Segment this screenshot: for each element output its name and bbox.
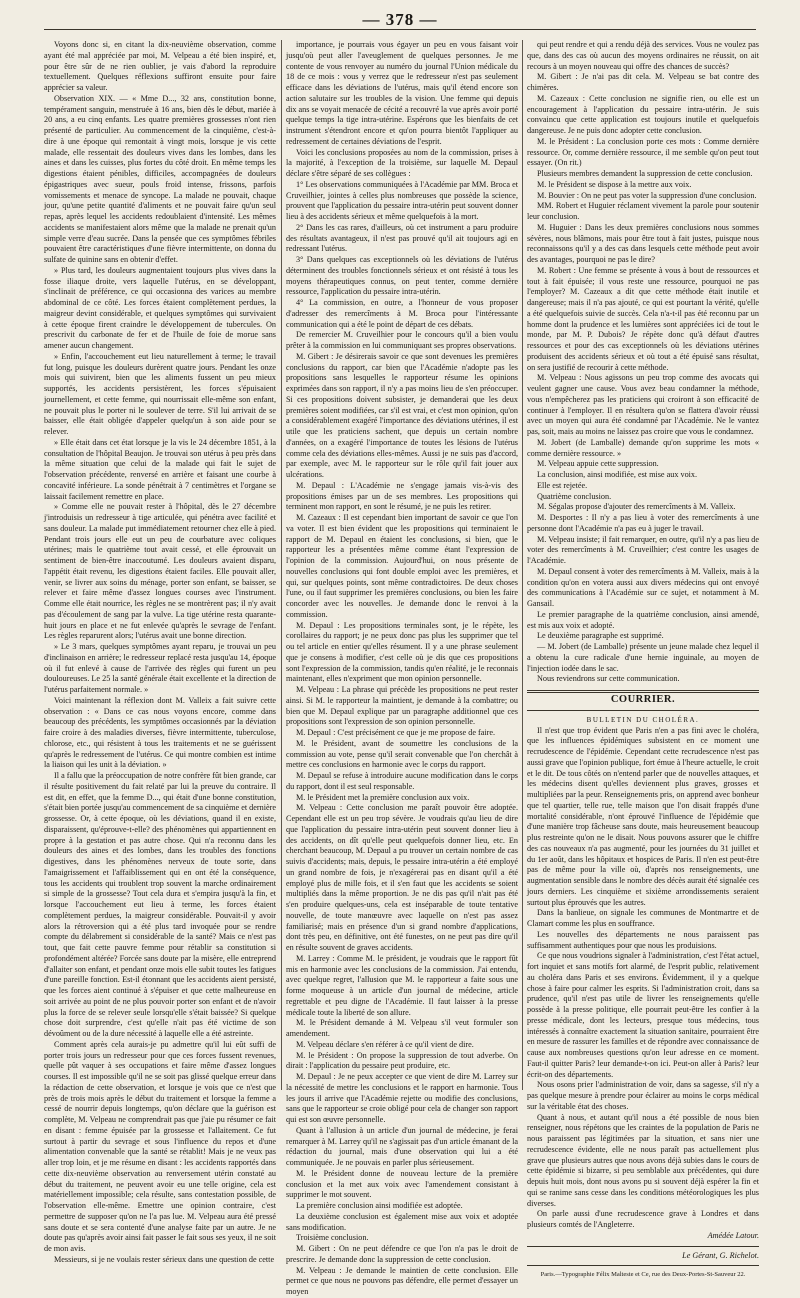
paragraph: M. Robert : Une femme se présente à vous à bout de ressources et tout à fait épuisée; il vous reste une ressource, pourquoi ne pas l'employer? M. Cazeaux a dit que cette méthode était inutile et dangereuse; mais il n'a pas ajouté, ce qui est pourtant la vérité, qu'elle a été quelquefois suivie de succès. Cela n'a-t-il pas été reconnu par un homme dont la prudence et les lumières sont appréciées ici de tout le monde, par M. P. Dubois? Je répète donc qu'à défaut d'autres ressources et pour des cas exceptionnels où les déviations utérines produisent des accidents sérieux et où tout a été épuisé sans résultat, on sera justifié de recourir à cette méthode. bbox=[527, 265, 759, 372]
paragraph: M. le Président donne de nouveau lecture de la première conclusion et la met aux voix avec l'amendement consistant à supprimer le mot souvent. bbox=[286, 1168, 518, 1200]
paragraph: M. le Président demande à M. Velpeau s'il veut formuler son amendement. bbox=[286, 1018, 518, 1038]
paragraph: M. le Président se dispose à la mettre aux voix. bbox=[537, 179, 692, 189]
heading-rule bbox=[527, 710, 759, 711]
paragraph: La conclusion, ainsi modifiée, est mise aux voix. bbox=[537, 470, 698, 479]
paragraph: M. Velpeau appuie cette suppression. bbox=[537, 459, 659, 469]
bulletin-heading: BULLETIN DU CHOLÉRA. bbox=[586, 715, 700, 724]
paragraph: 3° Dans quelques cas exceptionnels où les déviations de l'utérus déterminent des troubles fonctionnels sérieux et ont résisté à tous les moyens thérapeutiques connus, on peut tenter, comme dernière ressource, l'application du pessaire intra-utérin. bbox=[286, 255, 518, 297]
paragraph: Nous osons prier l'administration de voir, dans sa sagesse, s'il n'y a pas quelque mesure à prendre pour éclairer au moins le corps médical sur la véritable état des choses. bbox=[527, 1080, 759, 1111]
column-middle bbox=[286, 40, 518, 1296]
paragraph: MM. Robert et Huguier réclament vivement la parole pour soutenir leur conclusion. bbox=[527, 201, 759, 221]
paragraph: Messieurs, si je ne voulais rester sérieux dans une question de cette bbox=[54, 1254, 275, 1264]
paragraph: On parle aussi d'une recrudescence grave à Londres et dans plusieurs comtés de l'Angleterre. bbox=[527, 1209, 759, 1229]
paragraph: M. Ségalas propose d'ajouter des remercîments à M. Valleix. bbox=[537, 502, 736, 512]
courrier-signature: Amédée Latour. bbox=[707, 1230, 759, 1240]
gerant-line: Le Gérant, G. Richelot. bbox=[682, 1250, 759, 1260]
paragraph: 4° La commission, en outre, a l'honneur de vous proposer d'adresser des remercîments à M. Broca pour l'intéressante communication qui a été le point de départ de ces débats. bbox=[286, 298, 518, 329]
paragraph: Les nouvelles des départements ne nous paraissent pas suffisamment authentiques pour que nous les produisions. bbox=[527, 929, 759, 950]
paragraph: Voici les conclusions proposées au nom de la commission, prises à la majorité, à l'exception de la troisième, sur laquelle M. Depaul déclare s'être séparé de ses collègues : bbox=[286, 147, 518, 178]
paragraph: M. Depaul : Les propositions terminales sont, je le répète, les corollaires du rapport; je ne peux donc pas plus les supprimer que tel ou tel article en entier qu'elles résument. Il y a une phrase seulement que je consens à modifier, c'est celle où je dis que ces propositions sont l'expression de la commission, tandis qu'en réalité, je le reconnais maintenant, elles n'expriment que mon opinion personnelle. bbox=[286, 620, 518, 684]
paragraph: Comment après cela aurais-je pu admettre qu'il lui eût suffi de porter trois jours un redresseur pour que ces forces fussent revenues, quelle pût vaquer à ses occupations et faire même d'assez longues courses. Il est impossible qu'il ne se soit pas glissé quelque erreur dans la rédaction de cette observation, et lorsque je vois que ce n'est que près de trois mois après le début du traitement et lorsque la femme a cessé de nourrir depuis longtemps, qu'on déclare que la guérison est complète, M. Velpeau ne comprendrait pas que j'aie pu résumer ce fait en disant : femme épuisée par la grossesse et l'allaitement. Ce fut surtout à partir du sevrage et sous l'influence du repos et d'une alimentation convenable que la santé se rétablit! Mais je ne veux pas aller trop loin, et je me résume en disant : les accidents rapportés dans cette dix-neuvième observation au renversement utérin constaté au début du traitement, ne peuvent avoir eu une telle origine, cela est matériellement impossible; cela résulte, sans contestation possible, de l'observation elle-même. Emettre une opinion contraire, c'est permettre de supposer qu'on ne l'a pas lue. M. Velpeau aura été pressé sans doute et se sera contenté d'une analyse faite par un autre. Je ne doute pas qu'après avoir ainsi fait passer le fait sous ses yeux, il ne soit de mon avis. bbox=[44, 1039, 276, 1253]
paragraph: M. Depaul : L'Académie ne s'engage jamais vis-à-vis des propositions émises par un de ses membres. Les propositions qui terminent mon rapport, en sont le résumé, je ne puis les retirer. bbox=[286, 480, 518, 512]
column-right bbox=[527, 40, 759, 1279]
paragraph: Voici maintenant la réflexion dont M. Valleix a fait suivre cette observation : « Dans ce cas nous voyons encore, comme dans beaucoup des précédents, les symptômes occasionnés par la déviation faire croire à des maladies diverses, fièvre intermittente, tuberculose, chlorose, etc., qui résistent à tous les traitements et ne se guérissent qu'après le redressement de l'utérus. Ce qui montre combien est intime la liaison qui les unit à la déviation. » bbox=[44, 695, 276, 770]
footer-rule-2 bbox=[527, 1265, 759, 1266]
paragraph: M. Gibert : Je n'ai pas dit cela. M. Velpeau se bat contre des chimères. bbox=[527, 72, 759, 92]
paragraph: 2° Dans les cas rares, d'ailleurs, où cet instrument a paru produire des résultats avantageux, il n'est pas prouvé qu'il ait toujours agi en redressant l'utérus. bbox=[286, 222, 518, 254]
paragraph: M. Cazeaux : Il est cependant bien important de savoir ce que l'on va voter. Il est bien évident que les propositions qui terminaient le rapport de M. Depaul en étaient les conclusions, si bien, que le rapporteur les a présentées même comme étant l'expression de l'opinion de la commission. Aujourd'hui, on nous présente de nouvelles conclusions qui font double emploi avec les premières, et qui, sur quelques points, sont même contradictoires. De deux choses l'une, ou il faut supprimer les premières conclusions, ou bien les faire concorder avec les nouvelles. Je demande donc le renvoi à la commission. bbox=[286, 513, 518, 619]
paragraph: Quant à l'allusion à un article d'un journal de médecine, je ferai remarquer à M. Larrey qu'il ne s'agissait pas d'un article émanant de la rédaction du journal, mais d'une observation qui lui a été communiquée. Je ne pouvais en parler plus sérieusement. bbox=[286, 1125, 518, 1167]
paragraph: Elle est rejetée. bbox=[537, 480, 588, 490]
paragraph: M. Depaul : C'est précisément ce que je me propose de faire. bbox=[296, 728, 496, 737]
paragraph: M. Larrey : Comme M. le président, je voudrais que le rapport fût mis en harmonie avec les conclusions de la commission. J'ai entendu, avec quelque regret, l'allusion que M. le rapporteur a faite sous une forme moqueuse à un article d'un journal de médecine, article regrettable et peu digne de l'Académie. Il faut laisser à la presse médicale toute la liberté de son allure. bbox=[286, 953, 518, 1017]
footer-rule bbox=[527, 1246, 759, 1247]
paragraph: M. Velpeau : Nous agissons un peu trop comme des avocats qui veulent gagner une cause. Vous avez beau condamner la méthode, vous n'empêcherez pas les praticiens qui croiront à son efficacité de continuer à l'employer. Il en résultera qu'on se flattera d'avoir réussi avec un moyen qui aura été condamné par l'Académie. Ne le vantez pas, soit, mais au moins ne laissez pas croire que vous le condamnez. bbox=[527, 373, 759, 436]
paragraph: M. Cazeaux : Cette conclusion ne signifie rien, ou elle est un encouragement à l'application du pessaire intra-utérin. Je suis convaincu que cette application est toujours inutile et quelquefois dangereuse. Je ne puis donc adopter cette conclusion. bbox=[527, 93, 759, 135]
paragraph: Quatrième conclusion. bbox=[537, 491, 612, 501]
paragraph: M. Depaul : Je ne peux accepter ce que vient de dire M. Larrey sur la nécessité de mettre les conclusions et le rapport en harmonie. Tous les jours il arrive que l'Académie rejette ou modifie des conclusions, sans que le rapporteur se croie obligé pour cela de changer son rapport qui est son œuvre personnelle. bbox=[286, 1072, 518, 1124]
paragraph: Observation XIX. — « Mme D..., 32 ans, constitution bonne, tempérament sanguin, menstruée à 16 ans, bien dès le début, mariée à 20 ans, a eu cinq enfants. Les quatre premières grossesses n'ont rien présenté de particulier. Au commencement de la cinquième, c'est-à-dire à une époque qui remontait à vingt mois, lorsque je vis cette malade, elle ressentait des douleurs vives dans les lombes, dans les aines et dans les cuisses, plus fortes du côté droit. En même temps les digestions étaient pénibles, difficiles, accompagnées de douleurs épigastriques avec sueur, pouls froid intense, frissons, parfois vomissements et menace de syncope. La malade ne pouvait, chaque jour, qu'une petite quantité d'aliments et ne pouvait faire qu'un seul repas, après lequel les accidents redoublaient d'intensité. Les mêmes accidents se manifestaient alors même que la malade ne prenait qu'un simple verre d'eau sucrée. Dans la pensée que ces symptômes fébriles pouvaient être caractéristiques d'une fièvre intermittente, on donna du sulfate de quinine sans en obtenir d'effet. bbox=[44, 93, 276, 264]
section-rule bbox=[527, 690, 759, 693]
paragraph: Plusieurs membres demandent la suppression de cette conclusion. bbox=[537, 169, 753, 178]
paragraph: » Plus tard, les douleurs augmentaient toujours plus vives dans la fosse iliaque droite, vers laquelle l'utérus, en se développant, s'inclinait de préférence, ce qui occasionna des varices au membre abdominal de ce côté. Les forces étaient complètement perdues, la maigreur devint considérable, et quelques symptômes qui survivaient à cette époque firent craindre le développement de tubercules. On prescrivit du carbonate de fer et de l'huile de foie de morue sans amener aucun changement. bbox=[44, 265, 276, 350]
paragraph: M. Huguier : Dans les deux premières conclusions nous sommes sévères, nous blâmons, mais pour être tout à fait justes, puisque nous reconnaissons qu'il y a des cas dans lesquels cette méthode peut avoir des avantages, pourquoi ne pas le dire? bbox=[527, 222, 759, 264]
paragraph: Il a fallu que la préoccupation de notre confrère fût bien grande, car il résulte positivement du fait relaté par lui la preuve du contraire. Il est dit, en effet, que la femme D..., qui était d'une bonne constitution, s'était bien portée jusqu'au commencement de sa cinquième et dernière grossesse. Or, à cette époque, où les déviations, quand il en existe, disparaissent, qu'éprouve-t-elle? des phénomènes qui appartiennent en propre à la gestation et pas autre chose. Qui n'a reconnu dans les douleurs des aines et des lombes, dans les troubles des fonctions digestives, dans les phénomènes nerveux de toute sorte, dans l'amaigrissement et l'affaiblissement qui en ont été la conséquence, tous les accidents qui troublent trop souvent la marche ordinairement si simple de la grossesse? Tout cela dura et s'empira jusqu'à la fin, et lorsque l'accouchement eut lieu à terme, les forces étaient complètement perdues, la maigreur considérable. Pouvait-il y avoir alors la rétroversion qui a été plus tard invoquée pour se rendre compte du délabrement si considérable de la santé? Mais ce n'est pas tout, que fait cette pauvre femme pour rétablir sa constitution si profondément altérée? Forcée sans doute par la misère, elle entreprend d'allaiter son enfant, et pendant onze mois elle subit toutes les fatigues d'une pareille fonction. Est-il étonnant que les accidents aient persisté, que les forces aient continué à s'épuiser et que cette malheureuse en soit arrivée au point de ne plus pouvoir porter son enfant et de n'avoir plus la force de se relever seule lorsqu'elle s'était baissée? Si quelque chose doit surprendre, c'est qu'elle n'ait pas été victime de son dévoûment ou de la dure nécessité à laquelle elle a été astreinte. bbox=[44, 771, 276, 1038]
paragraph: M. Desportes : Il n'y a pas lieu à voter des remercîments à une personne dont l'Académie n'a pas eu à juger le travail. bbox=[527, 513, 759, 533]
paragraph: M. le Président : La conclusion porte ces mots : Comme dernière ressource. Or, comme dernière ressource, il me semble qu'on peut tout essayer. (On rit.) bbox=[527, 136, 759, 168]
paragraph: qui peut rendre et qui a rendu déjà des services. Vous ne voulez pas que, dans des cas où aucun des moyens ordinaires ne réussit, on ait recours à un moyen nouveau qui offre des chances de succès? bbox=[527, 40, 759, 71]
paragraph: De remercier M. Cruveilhier pour le concours qu'il a bien voulu prêter à la commission en lui communiquant ses propres observations. bbox=[286, 330, 518, 350]
paragraph: M. le Président : On propose la suppression de tout adverbe. On dirait : l'application du pessaire peut produire, etc. bbox=[286, 1050, 518, 1071]
paragraph: M. Gibert : On ne peut défendre ce que l'on n'a pas le droit de prescrire. Je demande donc la suppression de cette conclusion. bbox=[286, 1244, 518, 1264]
paragraph: M. Velpeau : La phrase qui précède les propositions ne peut rester ainsi. Si M. le rapporteur la maintient, je demande à la combattre; ou bien que M. Depaul explique par un paragraphe additionnel que ces propositions sont l'expression de son opinion personnelle. bbox=[286, 685, 518, 727]
paragraph: Il n'est que trop évident que Paris n'en a pas fini avec le choléra, que les influences épidémiques subsistent en ce moment une recrudescence de l'épidémie. Cependant cette recrudescence n'est pas aussi grave que l'opinion publique, fort émue à l'heure actuelle, le croit et le dit. De tous côtés on n'entend parler que de nouvelles attaques, et les médecins disent qu'elles deviennent plus graves, grosses et multipliées par la peur. Renseignements pris, on apprend avec bonheur que tel quartier, telle rue, telle maison que l'on disait frappés d'une mortalité considérable, n'ont éprouvé l'influence de l'épidémie que d'une manière trop fâcheuse sans doute, mais heureusement beaucoup plus restreinte qu'on ne le disait. Nous pouvons assurer que le chiffre des cas nouveaux n'a pas augmenté, pour les journées du 31 juillet et du 1er août, dans les hôpitaux et hospices de Paris. Il n'en est peut-être pas de même pour la ville où, d'après nos renseignements, une augmentation sensible dans le nombre des décès aurait été signalée ces jours derniers. Les cinquième et sixième arrondissements seraient surtout plus éprouvés que les autres. bbox=[527, 725, 759, 907]
paragraph: M. Velpeau : Cette conclusion me paraît pouvoir être adoptée. Cependant elle est un peu trop sévère. Je voudrais qu'au lieu de dire que l'application du pessaire intra-utérin peut souvent donner lieu à des accidents, on dît qu'elle peut quelquefois donner lieu, etc. En cherchant beaucoup, M. Depaul a pu trouver un certain nombre de cas suivis d'accidents; mais, depuis, le pessaire intra-utérin a été employé un grand nombre de fois, je n'exagérerai pas en disant qu'il a été employé plus de mille fois, et il s'en faut que les accidents se soient multipliés dans la même proportion. Je ne dis pas qu'il n'ait pas été s'en produire quelques-uns, cela est inséparable de toute tentative nouvelle, de toute manœuvre avec laquelle on n'est pas assez familiarisé; mais en présence d'un si grand nombre d'applications, dont très peu, en définitive, ont été funestes, on ne peut pas dire qu'il en résulte souvent de graves accidents. bbox=[286, 803, 518, 952]
header-rule bbox=[44, 29, 756, 30]
academy-debate-end bbox=[527, 40, 759, 685]
paragraph: 1° Les observations communiquées à l'Académie par MM. Broca et Cruveilhier, jointes à celles plus nombreuses que possède la science, prouvent que l'application du pessaire intra-utérin peut souvent donner lieu à des accidents sérieux et même quelquefois à la mort. bbox=[286, 179, 518, 221]
paragraph: M. Velpeau : Je demande le maintien de cette conclusion. Elle permet ce que nous ne pouvons pas défendre, elle permet d'essayer un moyen bbox=[286, 1265, 518, 1296]
paragraph: importance, je pourrais vous égayer un peu en vous faisant voir jusqu'où peut aller l'aveuglement de quelques personnes. Je me contente de vous renvoyer au numéro du journal l'Union médicale du 18 de ce mois : vous y verrez que le redresseur n'est pas seulement efficace dans les déviations de l'utérus, mais qu'il étend encore son action salutaire sur les troubles de la vision. Une femme qui depuis dix ans se voyait menacée de cécité a recouvré la vue après avoir porté quelque temps la tige intra-utérine. Espérons que les bienfaits de cet instrument s'étendront encore et qu'on pourra bientôt l'appliquer au redressement de certaines déviations de l'esprit. bbox=[286, 40, 518, 146]
paragraph: — M. Jobert (de Lamballe) présente un jeune malade chez lequel il a obtenu la cure radicale d'une hernie inguinale, au moyen de l'injection iodée dans le sac. bbox=[527, 642, 759, 673]
courrier-heading: COURRIER. bbox=[610, 694, 676, 705]
paragraph: M. Depaul consent à voter des remercîments à M. Valleix, mais à la condition qu'on en votera aussi aux divers médecins qui ont envoyé des communications à l'Académie sur ce sujet, et notamment à M. Gansail. bbox=[527, 566, 759, 608]
paragraph: M. Jobert (de Lamballe) demande qu'on supprime les mots « comme dernière ressource. » bbox=[527, 437, 759, 458]
paragraph: » Le 3 mars, quelques symptômes ayant reparu, je trouvai un peu d'inclinaison en arrière; le redresseur replacé resta jusqu'au 14, époque où il fut enlevé à cause de l'arrivée des règles qui furent un peu douloureuses. Le 25 la santé générale était excellente et la direction de l'utérus parfaitement normale. » bbox=[44, 642, 276, 694]
paragraph: Nous reviendrons sur cette communication. bbox=[537, 674, 680, 684]
paragraph: » Enfin, l'accouchement eut lieu naturellement à terme; le travail fut long, puisque les douleurs durèrent quatre jours. Pendant les onze mois qui suivirent, bien que les aliments fussent un peu mieux supportés, les accidents persistèrent, les forces s'épuisaient journellement, et cette femme, qui nourrissait elle-même son enfant, ne pouvait plus le porter ni le soulever de terre. S'il lui arrivait de se baisser, elle était obligée d'appeler quelqu'un à son aide pour se relever. bbox=[44, 351, 276, 436]
courrier-body bbox=[527, 726, 759, 1231]
paragraph: » Elle était dans cet état lorsque je la vis le 24 décembre 1851, à la consultation de l'hôpital Beaujon. Je trouvai son utérus à peu près dans la même situation que celui de la malade qui fait le sujet de l'observation précédente, renversé en arrière et faisant une courbe à concavité inférieure. La sonde pénétrait à 7 centimètres et l'organe se laissait facilement remettre en place. bbox=[44, 437, 276, 501]
paragraph: M. Bouvier : On ne peut pas voter la suppression d'une conclusion. bbox=[537, 190, 757, 200]
column-divider bbox=[281, 40, 282, 1090]
paragraph: M. le Président met la première conclusion aux voix. bbox=[296, 792, 470, 802]
paragraph: Le deuxième paragraphe est supprimé. bbox=[537, 631, 664, 641]
paragraph: La deuxième conclusion est également mise aux voix et adoptée sans modification. bbox=[286, 1211, 518, 1232]
paragraph: M. le Président, avant de soumettre les conclusions de la commission au vote, pense qu'il serait convenable que l'on cherchât à mettre ces conclusions en harmonie avec le corps du rapport. bbox=[286, 738, 518, 770]
paragraph: Le premier paragraphe de la quatrième conclusion, ainsi amendé, est mis aux voix et adopté. bbox=[527, 609, 759, 630]
paragraph: Voyons donc si, en citant la dix-neuvième observation, comme ayant été mal appréciée par moi, M. Velpeau a été bien inspiré, et, pour être sûr de ne rien oublier, je vais d'abord la reproduire textuellement. Quelques réflexions suffiront ensuite pour faire apprécier sa valeur. bbox=[44, 40, 276, 92]
column-left bbox=[44, 40, 276, 1264]
paragraph: Quant à nous, et autant qu'il nous a été possible de nous bien renseigner, nous répétons que les craintes de la population de Paris ne nous paraissent pas légitimées par la situation, et sans nier une recrudescence évidente, elle ne nous paraît pas actuellement plus grave que plusieurs autres que nous avons déjà subies dans le cours de cette épidémie si bizarre, si peu semblable aux précédentes, qui dure depuis huit mois, dont nous avons pu si souvent déjà espérer la fin et qui se ranime sans cesse dans les conditions météorologiques les plus diverses. bbox=[527, 1112, 759, 1208]
paragraph: M. Depaul se refuse à introduire aucune modification dans le corps du rapport, dont il est seul responsable. bbox=[286, 771, 518, 791]
column-divider bbox=[522, 40, 523, 1090]
paragraph: M. Velpeau insiste; il fait remarquer, en outre, qu'il n'y a pas lieu de voter des remercîments à M. Cruveilhier; c'est contre les usages de l'Académie. bbox=[527, 534, 759, 565]
paragraph: Dans la banlieue, on signale les communes de Montmartre et de Clamart comme les plus en souffrance. bbox=[527, 908, 759, 928]
page-number: — 378 — bbox=[362, 10, 438, 29]
paragraph: Ce que nous voudrions signaler à l'administration, c'est l'état actuel, fort inquiet et sans motifs fort alarmé, de l'esprit public, relativement au choléra dans Paris et ses environs. Évidemment, il y a quelque chose à faire pour calmer les esprits. Si l'administration croit, dans sa prudence, qu'il n'est pas utile de livrer les renseignements qu'elle possède à la presse politique, elle pourrait peut-être les confier à la presse médicale, dont les lecteurs, presque tous médecins, tous intéressés à connaître exactement la situation sanitaire, pourraient être en mesure de rassurer les familles et de répondre avec connaissance de cause aux nombreuses questions qu'on leur adresse en ce moment. Faut-il quitter Paris? leur demande-t-on ici. Peut-on aller à Paris? leur écrit-on des départements. bbox=[527, 951, 759, 1079]
paragraph: La première conclusion ainsi modifiée est adoptée. bbox=[296, 1201, 463, 1210]
paragraph: Troisième conclusion. bbox=[296, 1233, 369, 1243]
paragraph: M. Gibert : Je désirerais savoir ce que sont devenues les premières conclusions du rapport, car bien que l'Académie n'adopte pas les propositions sans lesquelles le rapporteur résume les opinions exprimées dans son rapport, il n'y a pas moins lieu de s'en préoccuper. Si ces propositions doivent subsister, je demanderai que les deux premières soient modifiées, car s'il est vrai, et c'est mon opinion, qu'on a considérablement exagéré l'importance des déviations utérines, il est utile que les praticiens sachent, que depuis un certain nombre d'années, on a exagéré l'importance de toutes les lésions de l'utérus comme cela des déviations elles-mêmes. Aussi je ne suis pas d'accord, par exemple, avec M. le rapporteur sur le rôle qu'il fait jouer aux ulcérations. bbox=[286, 351, 518, 479]
paragraph: » Comme elle ne pouvait rester à l'hôpital, dès le 27 décembre j'introduisis un redresseur à tige articulée, qui pénétra avec facilité et sans douleur. La malade put immédiatement retourner chez elle à pied. Pendant trois jours elle eut un peu de courbature avec coliques utérines; mais le quatrième tout avait cessé, et elle éprouvait un sentiment de bien-être inaccoutumé. Les douleurs avaient disparu, l'appétit était revenu, les digestions étaient faciles. Elle pouvait aller, venir, se livrer aux soins du ménage, porter son enfant, se baisser, se relever et faire même d'assez longues courses avec l'instrument. Comme elle était nourrice, les règles ne se montrèrent pas; il n'y avait pas d'écoulement de sang par la vulve. La tige utérine resta quarante-huit jours en place et ne fut enlevée qu'après le sevrage de l'enfant. Les règles reparurent alors; l'utérus avait une bonne direction. bbox=[44, 502, 276, 641]
printer-imprint: Paris.—Typographie Félix Malteste et Ce, rue des Deux-Portes-St-Sauveur 22. bbox=[540, 1271, 746, 1279]
paragraph: M. Velpeau déclare s'en référer à ce qu'il vient de dire. bbox=[296, 1039, 474, 1049]
